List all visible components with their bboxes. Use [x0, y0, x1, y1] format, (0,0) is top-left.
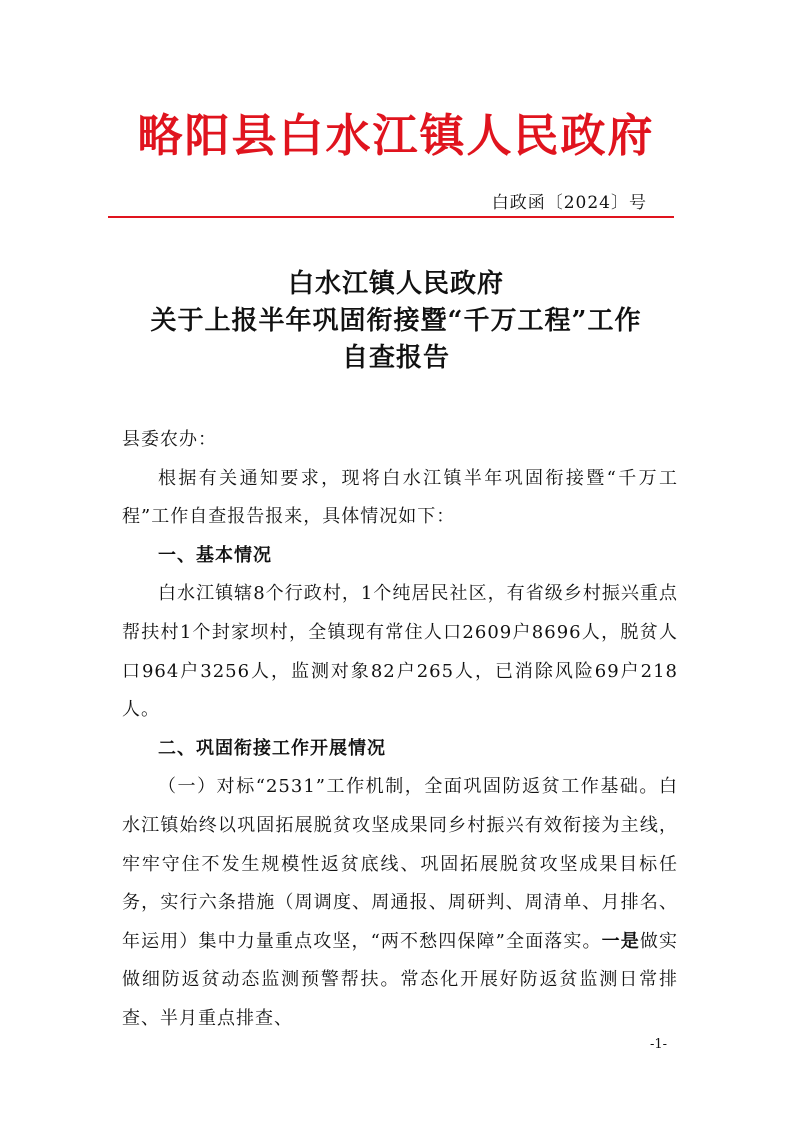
report-body [122, 421, 678, 1039]
page-number: -1- [650, 1037, 668, 1052]
section-2-item-1-text: （一）对标“2531”工作机制，全面巩固防返贫工作基础。白水江镇始终以巩固拓展脱贫攻坚成果同乡村振兴有效衔接为主线，牢牢守住不发生规模性返贫底线、巩固拓展脱贫攻坚成果目标任务，实行六条措施（周调度、周通报、周研判、周清单、月排名、年运用）集中力量重点攻坚，“两不愁四保障”全面落实。 [122, 776, 678, 952]
intro-paragraph: 根据有关通知要求，现将白水江镇半年巩固衔接暨“千万工程”工作自查报告报来，具体情况如下： [122, 467, 678, 528]
section-1-heading: 一、基本情况 [158, 544, 272, 566]
section-2-heading: 二、巩固衔接工作开展情况 [158, 737, 386, 759]
report-title [0, 266, 792, 377]
document-number: 白政函〔2024〕号 [491, 193, 647, 213]
issuing-authority-title: 略阳县白水江镇人民政府 [137, 109, 655, 162]
report-title-line-1: 白水江镇人民政府 [287, 269, 504, 299]
red-divider-line [108, 216, 674, 218]
section-1-paragraph: 白水江镇辖8个行政村，1个纯居民社区，有省级乡村振兴重点帮扶村1个封家坝村，全镇现有常住人口2609户8696人，脱贫人口964户3256人，监测对象82户265人，已消除风险69户218人。 [122, 583, 678, 721]
section-2-paragraph [122, 768, 678, 1038]
report-title-line-2: 关于上报半年巩固衔接暨“千万工程”工作 [150, 306, 642, 336]
report-title-line-3: 自查报告 [341, 343, 450, 373]
salutation: 县委农办： [122, 429, 217, 450]
section-2-emphasis: 一是 [601, 930, 640, 952]
section-2-item-1-tail: 做实做细防返贫动态监测预警帮扶。常态化开展好防返贫监测日常排查、半月重点排查、 [122, 930, 678, 1029]
